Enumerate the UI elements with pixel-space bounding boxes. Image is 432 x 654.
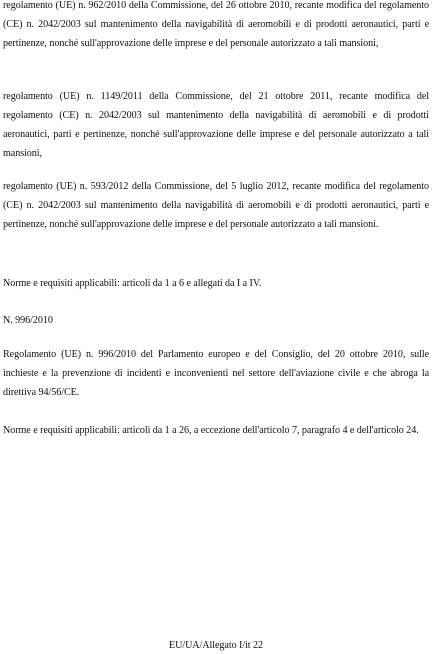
section-heading-996-2010: N. 996/2010 xyxy=(3,315,53,326)
paragraph-applicable-rules-1: Norme e requisiti applicabili: articoli da 1 a 6 e allegati da I a IV. xyxy=(3,278,262,289)
paragraph-applicable-rules-2: Norme e requisiti applicabili: articoli da 1 a 26, a eccezione dell'articolo 7, paragrafo 4 e dell'articolo 24. xyxy=(3,425,419,436)
paragraph-regulation-996-2010: Regolamento (UE) n. 996/2010 del Parlamento europeo e del Consiglio, del 20 ottobre 2010, sulle inchieste e la prevenzione di incidenti e inconvenienti nel settore dell'aviazione civile e che abroga la direttiva 94/56/CE. xyxy=(3,349,429,398)
paragraph-regulation-593-2012: regolamento (UE) n. 593/2012 della Commissione, del 5 luglio 2012, recante modifica del regolamento (CE) n. 2042/2003 sul mantenimento della navigabilità di aeromobili e di prodotti aeronautici, parti e pertinenze, nonché sull'approvazione delle imprese e del personale autorizzato a tali mansioni. xyxy=(3,181,429,230)
page-footer: EU/UA/Allegato I/it 22 xyxy=(169,640,263,651)
paragraph-regulation-962-2010: regolamento (UE) n. 962/2010 della Commissione, del 26 ottobre 2010, recante modifica del regolamento (CE) n. 2042/2003 sul mantenimento della navigabilità di aeromobili e di prodotti aeronautici, parti e pertinenze, nonché sull'approvazione delle imprese e del personale autorizzato a tali mansioni, xyxy=(3,0,429,49)
paragraph-regulation-1149-2011: regolamento (UE) n. 1149/2011 della Commissione, del 21 ottobre 2011, recante modifica del regolamento (CE) n. 2042/2003 sul mantenimento della navigabilità di aeromobili e di prodotti aeronautici, parti e pertinenze, nonché sull'approvazione delle imprese e del personale autorizzato a tali mansioni, xyxy=(3,91,429,159)
